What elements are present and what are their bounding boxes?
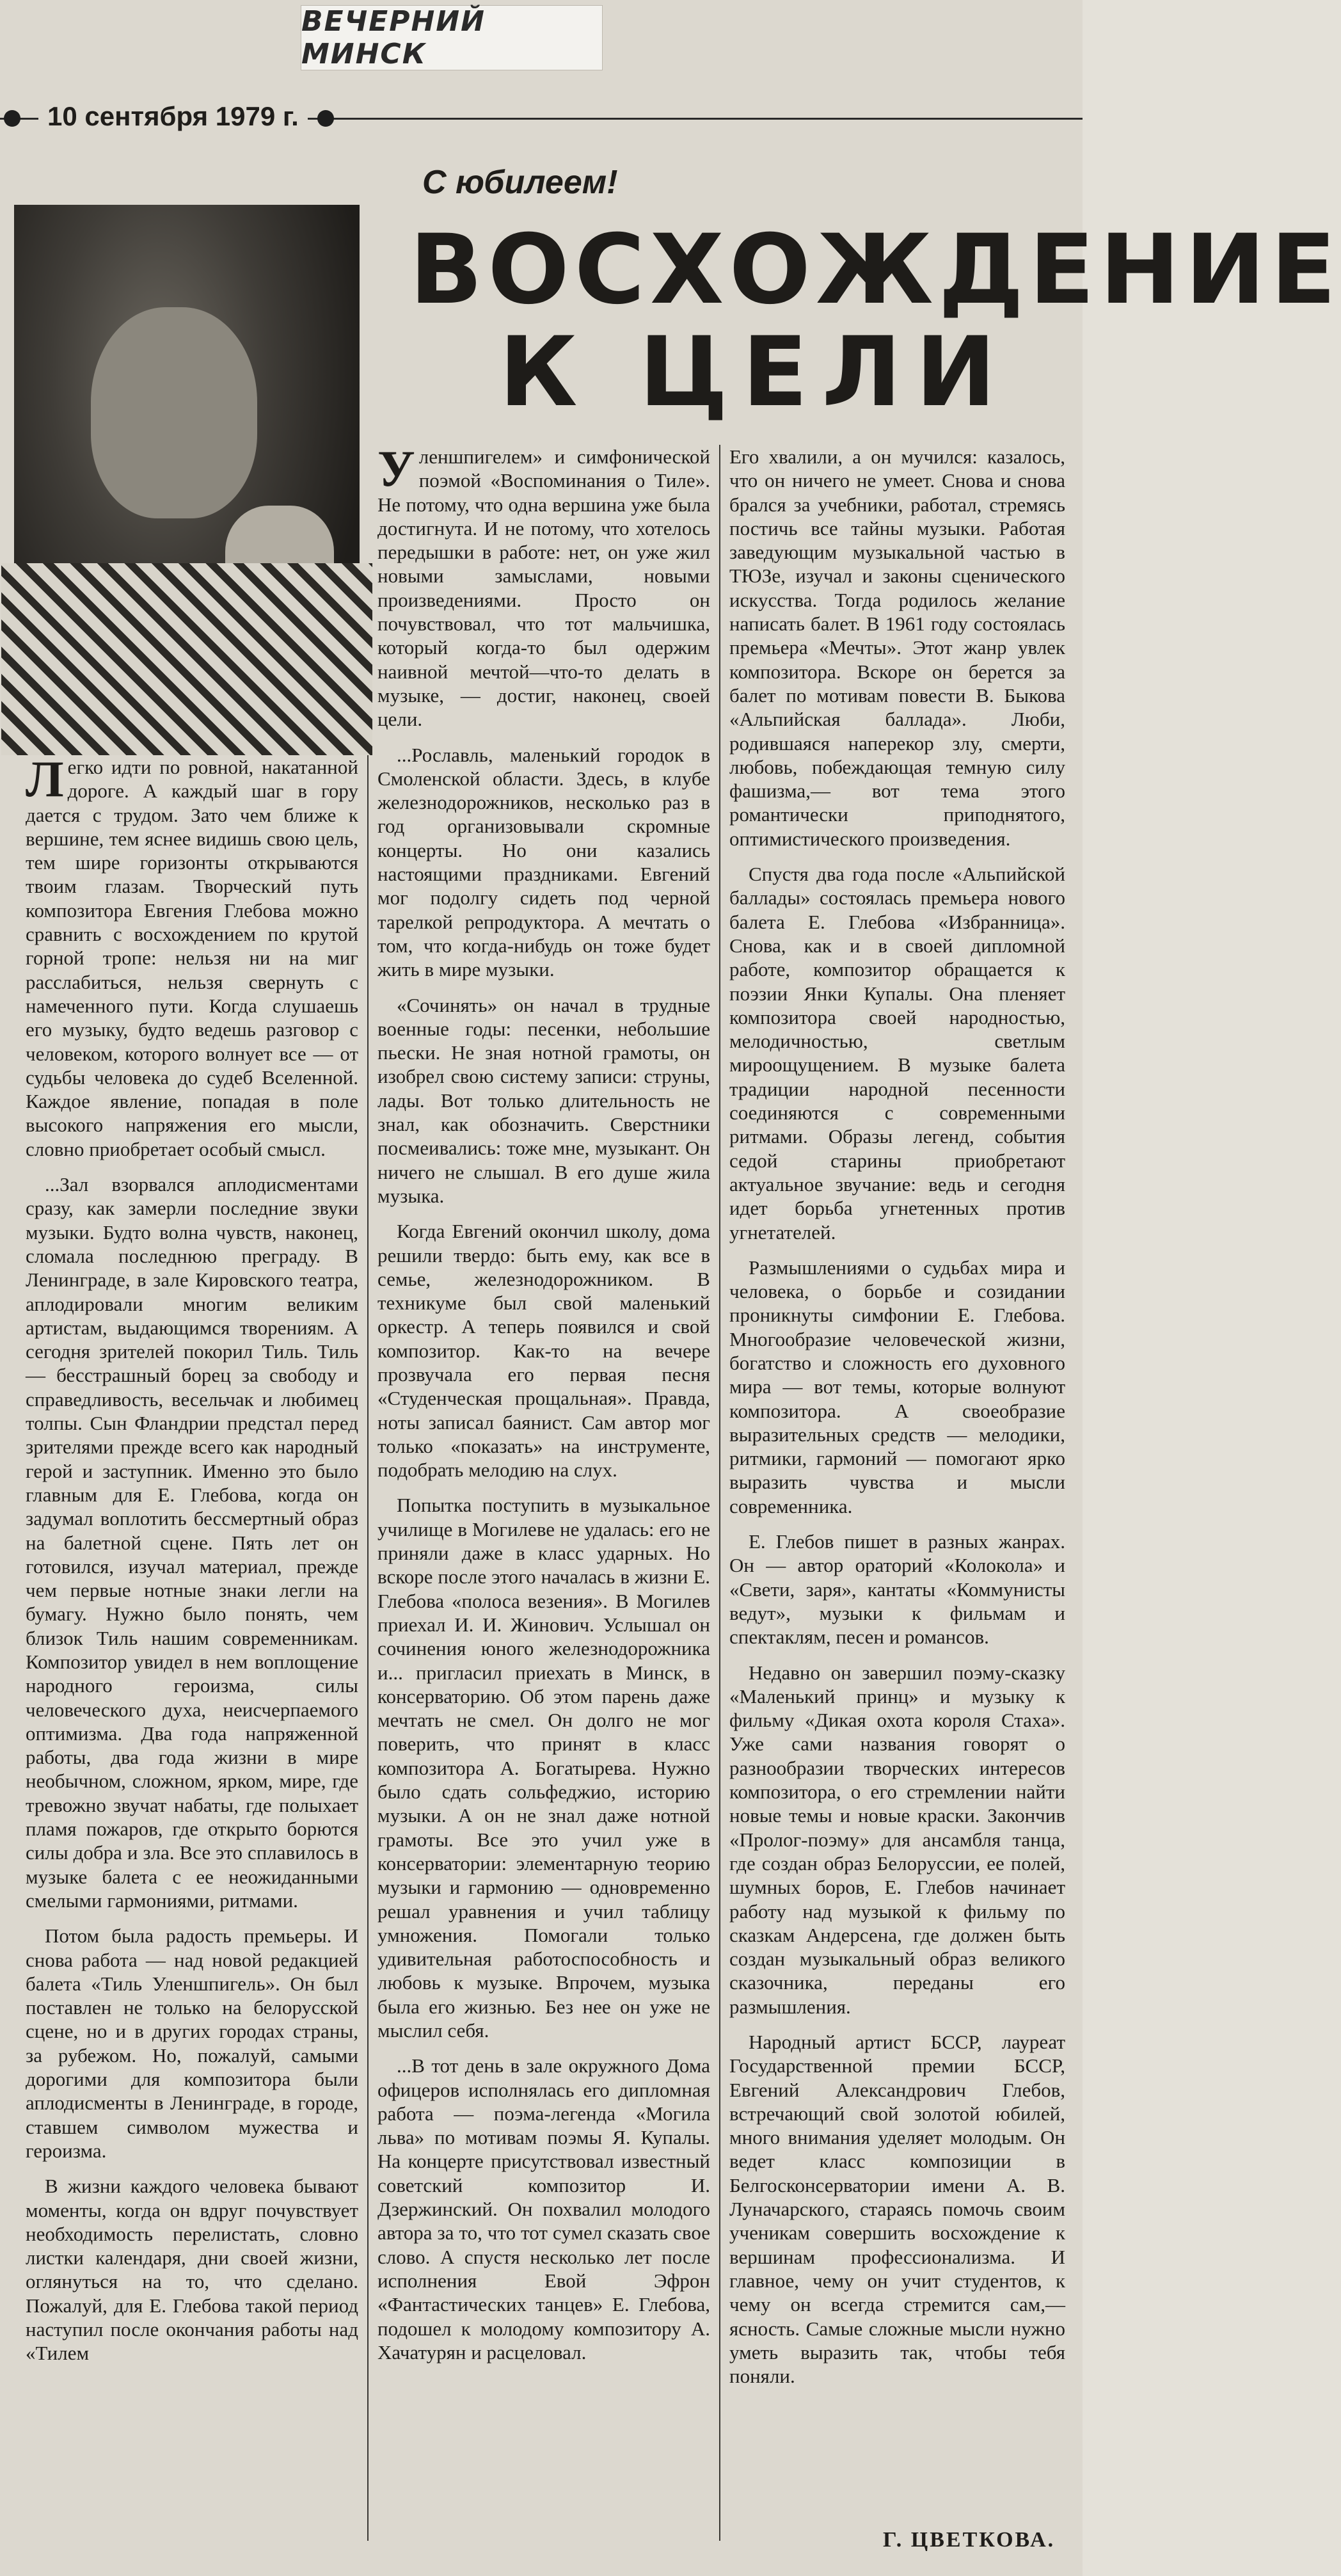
paragraph: ...Рославль, маленький городок в Смоленской области. Здесь, в клубе железнодорожников, несколько раз в год организовывали скромные концерты. Но они казались настоящими праздниками. Евгений мог подолгу сидеть под черной тарелкой репродуктора. А мечтать о том, что когда-нибудь он тоже будет жить в мире музыки. [377, 743, 710, 981]
paragraph: «Сочинять» он начал в трудные военные годы: песенки, небольшие пьески. Не зная нотной грамоты, он изобрел свою систему записи: струны, лады. Вот только длительность не знал, как обозначить. Сверстники посмеивались: тоже мне, музыкант. Он ничего не слышал. В его душе жила музыка. [377, 993, 710, 1207]
paragraph: Размышлениями о судьбах мира и человека, о борьбе и созидании проникнуты симфонии Е. Глебова. Многообразие человеческой жизни, богатство и сложность его духовного мира — вот темы, которые волнуют композитора. А своеобразие выразительных средств — мелодики, ритмики, гармоний — помогают ярко выразить чувства и мысли современника. [729, 1256, 1065, 1517]
bullet-icon [317, 110, 334, 127]
composer-photo [14, 205, 360, 736]
headline-line-1: ВОСХОЖДЕНИЕ [409, 214, 1341, 326]
publication-date: 10 сентября 1979 г. [38, 101, 308, 132]
paragraph: ...В тот день в зале окружного Дома офицеров исполнялась его дипломная работа — поэма-легенда «Могила льва» по мотивам поэмы Я. Купалы. На концерте присутствовал известный советский композитор И. Дзержинский. Он похвалил молодого автора за то, что тот сумел сказать свое слово. А спустя несколько лет после исполнения Евой Эфрон «Фантастических танцев» Е. Глебова, подошел к молодому композитору А. Хачатурян и расцеловал. [377, 2054, 710, 2364]
author-signature: Г. ЦВЕТКОВА. [883, 2528, 1056, 2552]
column-rule [719, 445, 720, 2541]
paragraph: Потом была радость премьеры. И снова работа — над новой редакцией балета «Тиль Уленшпигель». Он был поставлен не только на белорусской сцене, но и в других городах страны, за рубежом. Но, пожалуй, самыми дорогими для композитора были аплодисменты в Ленинграде, в городе, ставшем символом мужества и героизма. [26, 1924, 358, 2162]
paragraph: Уленшпигелем» и симфонической поэмой «Воспоминания о Тиле». Не потому, что одна вершина уже была достигнута. И не потому, что хотелось передышки в работе: нет, он уже жил новыми замыслами, новыми произведениями. Просто он почувствовал, что тот мальчишка, который когда-то был одержим наивной мечтой—что-то делать в музыке, — достиг, наконец, своей цели. [377, 441, 710, 731]
paragraph: Е. Глебов пишет в разных жанрах. Он — автор ораторий «Колокола» и «Свети, заря», кантаты «Коммунисты ведут», музыки к фильмам и спектаклям, песен и романсов. [729, 1530, 1065, 1649]
dateline [0, 96, 1083, 141]
paragraph: Когда Евгений окончил школу, дома решили твердо: быть ему, как все в семье, железнодорожником. В техникуме был свой маленький оркестр. А теперь появился и свой композитор. Как-то на вечере прозвучала его первая песня «Студенческая прощальная». Правда, ноты записал баянист. Сам автор мог только «показать» на инструменте, подобрать мелодию на слух. [377, 1220, 710, 1482]
paragraph: Народный артист БССР, лауреат Государственной премии БССР, Евгений Александрович Глебов, встречающий свой золотой юбилей, много внимания уделяет молодым. Он ведет класс композиции в Белгосконсерватории имени А. В. Луначарского, стараясь помочь своим ученикам совершить восхождение к вершинам профессионализма. И главное, чему он учит студентов, к чему он всегда стремится сам,—ясность. Самые сложные мысли нужно уметь выразить так, чтобы тебя поняли. [729, 2031, 1065, 2388]
rubric: С юбилеем! [422, 164, 618, 201]
article-column-1 [26, 751, 358, 2541]
paragraph: Его хвалили, а он мучился: казалось, что он ничего не умеет. Снова и снова брался за учебники, работал, стремясь постичь все тайны музыки. Работая заведующим музыкальной частью в ТЮЗе, изучал и законы сценического искусства. Тогда родилось желание написать балет. В 1961 году состоялась премьера «Мечты». Этот жанр увлек композитора. Вскоре он берется за балет по мотивам повести В. Быкова «Альпийская баллада». Люби, родившаяся наперекор злу, смерти, любовь, побеждающая темную силу фашизма,— вот тема этого романтически приподнятого, оптимистического произведения. [729, 445, 1065, 850]
article-column-2 [377, 441, 710, 2541]
paragraph: Попытка поступить в музыкальное училище в Могилеве не удалась: его не приняли даже в класс ударных. Но вскоре после этого началась в жизни Е. Глебова «полоса везения». В Могилев приехал И. И. Жинович. Услышал он сочинения юного железнодорожника и... пригласил приехать в Минск, в консерваторию. Об этом парень даже мечтать не смел. Он долго не мог поверить, что принят в класс композитора А. Богатырева. Нужно было сдать сольфеджио, историю музыки. А он не знал даже нотной грамоты. Все это учил уже в консерватории: элементарную теорию музыки и гармонию — одновременно решал уравнения и учил таблицу умножения. Помогали только удивительная работоспособность и любовь к музыке. Впрочем, музыка была его жизнью. Без нее он уже не мыслил себя. [377, 1494, 710, 2042]
paragraph: Легко идти по ровной, накатанной дороге. А каждый шаг в гору дается с трудом. Зато чем ближе к вершине, тем яснее видишь свою цель, тем шире горизонты открываются твоим глазам. Творческий путь композитора Евгения Глебова можно сравнить с восхождением по крутой горной тропе: нельзя ни на миг расслабиться, нельзя свернуть с намеченного пути. Когда слушаешь его музыку, будто ведешь разговор с человеком, которого волнует все — от судьбы человека до судеб Вселенной. Каждое явление, попадая в поле высокого напряжения его мысли, словно приобретает особый смысл. [26, 751, 358, 1160]
article-column-3 [729, 445, 1065, 2493]
paragraph: В жизни каждого человека бывают моменты, когда он вдруг почувствует необходимость перелистать, словно листки календаря, дни своей жизни, оглянуться на то, что сделано. Пожалуй, для Е. Глебова такой период наступил после окончания работы над «Тилем [26, 2175, 358, 2365]
photo-shirt [1, 563, 372, 755]
newspaper-name-stamp: ВЕЧЕРНИЙ МИНСК [301, 5, 603, 70]
paragraph: ...Зал взорвался аплодисментами сразу, как замерли последние звуки музыки. Будто волна чувств, наконец, сломала последнюю преграду. В Ленинграде, в зале Кировского театра, аплодировали многим великим артистам, выдающимся творениям. А сегодня зрителей покорил Тиль. Тиль — бесстрашный борец за свободу и справедливость, весельчак и любимец толпы. Сын Фландрии предстал перед зрителями прежде всего как народный герой и заступник. Именно это было главным для Е. Глебова, когда он задумал воплотить бессмертный образ на балетной сцене. Пять лет он готовился, изучал материал, прежде чем первые нотные знаки легли на бумагу. Нужно было понять, чем близок Тиль нашим современникам. Композитор увидел в нем воплощение народного героизма, силы человеческого духа, неисчерпаемого оптимизма. Два года напряженной работы, два года жизни в мире необычном, сложном, ярком, мире, где тревожно звучат набаты, где полыхает пламя пожаров, где открыто борются силы добра и зла. Все это сплавилось в музыке балета с ее неожиданными смелыми гармониями, ритмами. [26, 1173, 358, 1912]
photo-face [91, 307, 257, 518]
headline-line-2: К ЦЕЛИ [499, 317, 1010, 428]
paragraph: Спустя два года после «Альпийской баллады» состоялась премьера нового балета Е. Глебова «Избранница». Снова, как и в своей дипломной работе, композитор обращается к поэзии Янки Купалы. Она пленяет композитора своей народностью, мелодичностью, светлым мироощущением. В музыке балета традиции народной песенности соединяются с современными ритмами. Образы легенд, события седой старины приобретают актуальное звучание: ведь и сегодня идет борьба угнетенных против угнетателей. [729, 863, 1065, 1244]
paragraph: Недавно он завершил поэму-сказку «Маленький принц» и музыку к фильму «Дикая охота короля Стаха». Уже сами названия говорят о разнообразии творческих интересов композитора, о его стремлении найти новые темы и новые краски. Закончив «Пролог-поэму» для ансамбля танца, где создан образ Белоруссии, ее полей, шумных боров, Е. Глебов начинает работу над музыкой к фильму по сказкам Андерсена, где должен быть создан музыкальный образ великого сказочника, переданы его размышления. [729, 1661, 1065, 2018]
bullet-icon [4, 110, 20, 127]
column-rule [367, 755, 369, 2541]
